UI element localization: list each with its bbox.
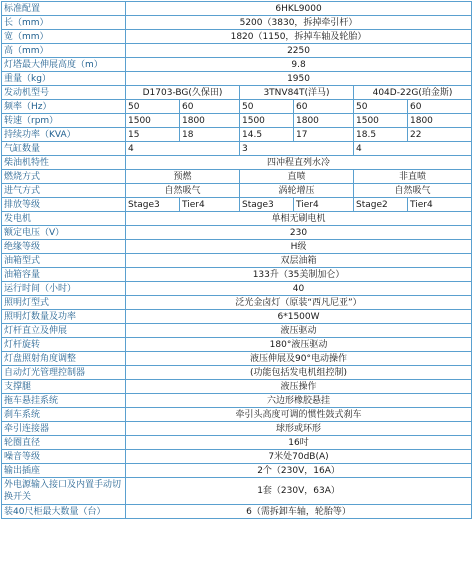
table-row bbox=[2, 324, 472, 338]
engine-model: 404D-22G(珀金斯) bbox=[354, 86, 472, 100]
row-label: 自动灯光管理控制器 bbox=[2, 366, 126, 380]
table-row bbox=[2, 464, 472, 478]
table-cell: 50 bbox=[240, 100, 294, 114]
row-value: 六边形橡胶悬挂 bbox=[126, 394, 472, 408]
row-value: 40 bbox=[126, 282, 472, 296]
row-label: 发电机 bbox=[2, 212, 126, 226]
table-row bbox=[2, 142, 472, 156]
row-label: 长（mm） bbox=[2, 16, 126, 30]
row-label: 持续功率（KVA） bbox=[2, 128, 126, 142]
row-label: 油箱容量 bbox=[2, 268, 126, 282]
row-label: 装40尺柜最大数量（台） bbox=[2, 505, 126, 519]
table-row bbox=[2, 100, 472, 114]
row-value: 6（需拆卸车轴，轮胎等） bbox=[126, 505, 472, 519]
row-label: 标准配置 bbox=[2, 2, 126, 16]
row-label: 支撑腿 bbox=[2, 380, 126, 394]
table-cell: 预燃 bbox=[126, 170, 240, 184]
table-row bbox=[2, 254, 472, 268]
row-label: 拖车悬挂系统 bbox=[2, 394, 126, 408]
table-row bbox=[2, 422, 472, 436]
row-value: 泛光金卤灯（原装“西凡尼亚”） bbox=[126, 296, 472, 310]
table-cell: 60 bbox=[180, 100, 240, 114]
spec-table-top bbox=[2, 2, 472, 86]
row-label: 燃烧方式 bbox=[2, 170, 126, 184]
table-cell: 自然吸气 bbox=[354, 184, 472, 198]
table-cell: 1800 bbox=[408, 114, 472, 128]
table-cell: 涡轮增压 bbox=[240, 184, 354, 198]
table-row bbox=[2, 212, 472, 226]
table-cell: 四冲程直列水冷 bbox=[126, 156, 472, 170]
table-cell: 非直喷 bbox=[354, 170, 472, 184]
table-cell: 1800 bbox=[294, 114, 354, 128]
table-row bbox=[2, 352, 472, 366]
table-cell: 15 bbox=[126, 128, 180, 142]
row-value: 9.8 bbox=[126, 58, 472, 72]
table-row bbox=[2, 156, 472, 170]
table-row bbox=[2, 198, 472, 212]
row-label: 油箱型式 bbox=[2, 254, 126, 268]
table-row bbox=[2, 226, 472, 240]
table-row bbox=[2, 30, 472, 44]
table-cell: 1500 bbox=[354, 114, 408, 128]
row-label: 照明灯型式 bbox=[2, 296, 126, 310]
table-cell: 18.5 bbox=[354, 128, 408, 142]
row-label: 灯杆旋转 bbox=[2, 338, 126, 352]
table-row bbox=[2, 2, 472, 16]
row-label: 噪音等级 bbox=[2, 450, 126, 464]
table-row bbox=[2, 86, 472, 100]
spec-table bbox=[1, 1, 472, 519]
table-cell: 3 bbox=[240, 142, 354, 156]
table-cell: 22 bbox=[408, 128, 472, 142]
table-row bbox=[2, 338, 472, 352]
row-label: 发动机型号 bbox=[2, 86, 126, 100]
table-cell: 1500 bbox=[240, 114, 294, 128]
row-value: 16吋 bbox=[126, 436, 472, 450]
table-cell: 50 bbox=[126, 100, 180, 114]
table-cell: 60 bbox=[408, 100, 472, 114]
table-row bbox=[2, 282, 472, 296]
row-label: 重量（kg） bbox=[2, 72, 126, 86]
row-value: 5200（3830，拆掉牵引杆） bbox=[126, 16, 472, 30]
table-cell: 1500 bbox=[126, 114, 180, 128]
row-value: 2个（230V，16A） bbox=[126, 464, 472, 478]
table-cell: 4 bbox=[126, 142, 240, 156]
row-label: 照明灯数量及功率 bbox=[2, 310, 126, 324]
row-value: 牵引头高度可调的惯性鼓式刹车 bbox=[126, 408, 472, 422]
row-value: 液压伸展及90°电动操作 bbox=[126, 352, 472, 366]
row-label: 灯塔最大伸展高度（m） bbox=[2, 58, 126, 72]
table-row bbox=[2, 450, 472, 464]
row-value: 1820（1150，拆掉车轴及轮胎） bbox=[126, 30, 472, 44]
table-cell: 14.5 bbox=[240, 128, 294, 142]
table-row bbox=[2, 436, 472, 450]
row-label: 灯盘照射角度调整 bbox=[2, 352, 126, 366]
engine-model: D1703-BG(久保田) bbox=[126, 86, 240, 100]
table-row bbox=[2, 366, 472, 380]
row-value: 2250 bbox=[126, 44, 472, 58]
row-label: 刹车系统 bbox=[2, 408, 126, 422]
table-cell: Tier4 bbox=[180, 198, 240, 212]
table-cell: 60 bbox=[294, 100, 354, 114]
row-value: H级 bbox=[126, 240, 472, 254]
row-label: 宽（mm） bbox=[2, 30, 126, 44]
table-row bbox=[2, 128, 472, 142]
table-row bbox=[2, 310, 472, 324]
row-value: 180°液压驱动 bbox=[126, 338, 472, 352]
table-row bbox=[2, 16, 472, 30]
row-label: 额定电压（V） bbox=[2, 226, 126, 240]
table-cell: Stage3 bbox=[126, 198, 180, 212]
row-value: 单相无刷电机 bbox=[126, 212, 472, 226]
table-cell: 4 bbox=[354, 142, 472, 156]
row-label: 频率（Hz） bbox=[2, 100, 126, 114]
row-label: 排放等级 bbox=[2, 198, 126, 212]
table-cell: Stage2 bbox=[354, 198, 408, 212]
row-value: 双层油箱 bbox=[126, 254, 472, 268]
table-cell: Tier4 bbox=[294, 198, 354, 212]
row-value: 1套（230V，63A） bbox=[126, 478, 472, 505]
table-row bbox=[2, 408, 472, 422]
row-value: 6*1500W bbox=[126, 310, 472, 324]
table-row bbox=[2, 380, 472, 394]
row-value: 6HKL9000 bbox=[126, 2, 472, 16]
table-row bbox=[2, 240, 472, 254]
table-cell: 1800 bbox=[180, 114, 240, 128]
table-row bbox=[2, 184, 472, 198]
table-row bbox=[2, 394, 472, 408]
table-row bbox=[2, 268, 472, 282]
table-row bbox=[2, 170, 472, 184]
table-cell: 50 bbox=[354, 100, 408, 114]
table-row bbox=[2, 44, 472, 58]
table-row bbox=[2, 505, 472, 519]
row-label: 轮圈直径 bbox=[2, 436, 126, 450]
engine-model: 3TNV84T(洋马) bbox=[240, 86, 354, 100]
row-label: 转速（rpm） bbox=[2, 114, 126, 128]
row-value: 7米处70dB(A) bbox=[126, 450, 472, 464]
table-cell: 17 bbox=[294, 128, 354, 142]
row-label: 进气方式 bbox=[2, 184, 126, 198]
row-label: 输出插座 bbox=[2, 464, 126, 478]
row-value: (功能包括发电机组控制) bbox=[126, 366, 472, 380]
table-row bbox=[2, 478, 472, 505]
row-label: 高（mm） bbox=[2, 44, 126, 58]
table-row bbox=[2, 58, 472, 72]
table-row bbox=[2, 296, 472, 310]
row-label: 运行时间（小时） bbox=[2, 282, 126, 296]
row-value: 球形或环形 bbox=[126, 422, 472, 436]
row-label: 气缸数量 bbox=[2, 142, 126, 156]
row-value: 液压驱动 bbox=[126, 324, 472, 338]
table-cell: 直喷 bbox=[240, 170, 354, 184]
row-label: 灯杆直立及伸展 bbox=[2, 324, 126, 338]
table-cell: 自然吸气 bbox=[126, 184, 240, 198]
row-label: 外电源输入接口及内置手动切换开关 bbox=[2, 478, 126, 505]
row-value: 133升（35美制加仑） bbox=[126, 268, 472, 282]
spec-table-bottom bbox=[2, 212, 472, 519]
engine-section bbox=[2, 86, 472, 212]
table-cell: Stage3 bbox=[240, 198, 294, 212]
table-cell: Tier4 bbox=[408, 198, 472, 212]
row-label: 柴油机特性 bbox=[2, 156, 126, 170]
row-value: 液压操作 bbox=[126, 380, 472, 394]
row-label: 牵引连接器 bbox=[2, 422, 126, 436]
table-row bbox=[2, 72, 472, 86]
table-cell: 18 bbox=[180, 128, 240, 142]
row-label: 绝缘等级 bbox=[2, 240, 126, 254]
table-row bbox=[2, 114, 472, 128]
row-value: 230 bbox=[126, 226, 472, 240]
row-value: 1950 bbox=[126, 72, 472, 86]
